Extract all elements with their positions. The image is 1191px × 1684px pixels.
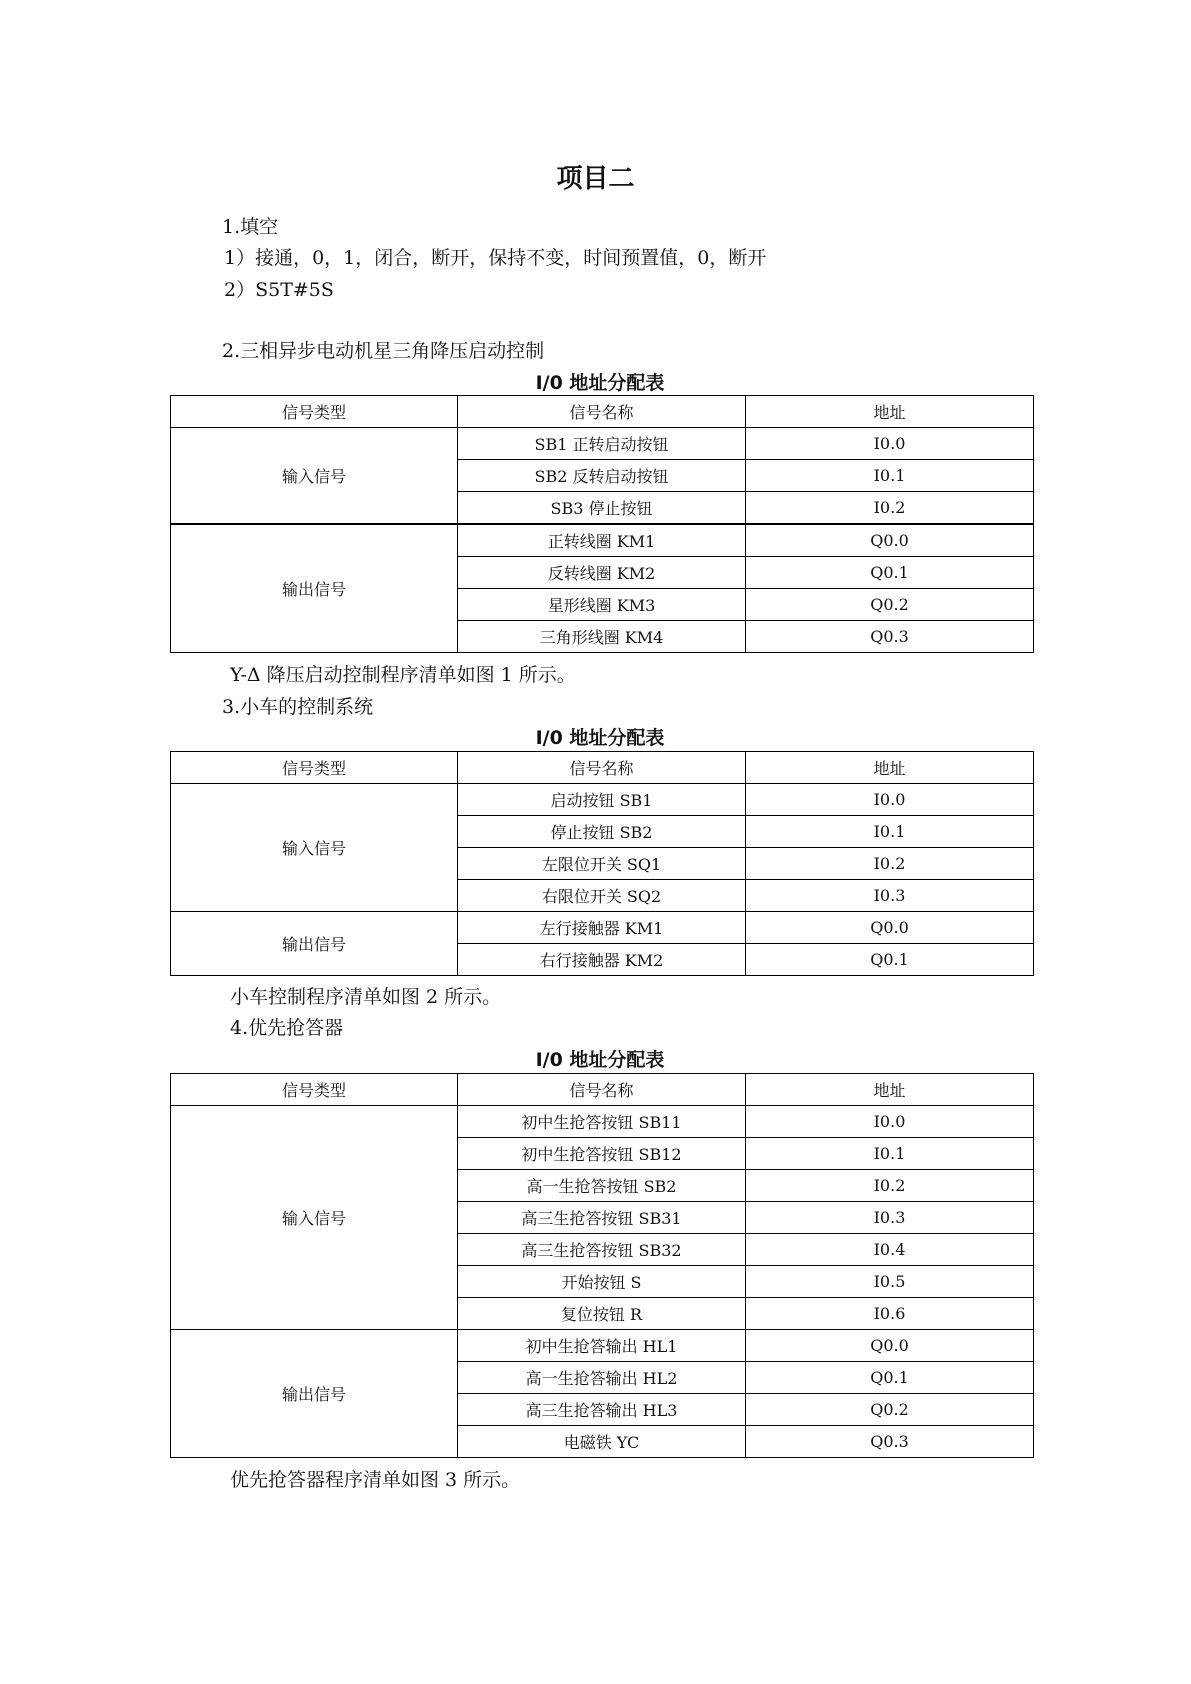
output-signal-group: 输出信号 bbox=[171, 1330, 458, 1458]
signal-name: SB2 反转启动按钮 bbox=[458, 460, 746, 492]
signal-address: I0.2 bbox=[746, 848, 1034, 880]
signal-name: 右行接触器 KM2 bbox=[458, 944, 746, 976]
header-signal-name: 信号名称 bbox=[458, 752, 746, 784]
signal-name: 正转线圈 KM1 bbox=[458, 524, 746, 557]
signal-name: 启动按钮 SB1 bbox=[458, 784, 746, 816]
header-signal-type: 信号类型 bbox=[171, 752, 458, 784]
output-signal-group: 输出信号 bbox=[171, 524, 458, 653]
section3-heading: 3.小车的控制系统 bbox=[222, 696, 374, 718]
section4-table-caption: I/0 地址分配表 bbox=[535, 1049, 665, 1071]
signal-name: 复位按钮 R bbox=[458, 1298, 746, 1330]
signal-name: 左限位开关 SQ1 bbox=[458, 848, 746, 880]
input-signal-group: 输入信号 bbox=[171, 784, 458, 912]
signal-name: 电磁铁 YC bbox=[458, 1426, 746, 1458]
signal-address: Q0.1 bbox=[746, 1362, 1034, 1394]
section1-answer2: 2）S5T#5S bbox=[224, 279, 334, 301]
table-row bbox=[171, 1106, 1034, 1138]
signal-address: Q0.2 bbox=[746, 589, 1034, 621]
signal-name: 反转线圈 KM2 bbox=[458, 557, 746, 589]
header-signal-type: 信号类型 bbox=[171, 396, 458, 428]
output-signal-group: 输出信号 bbox=[171, 912, 458, 976]
signal-name: 高三生抢答输出 HL3 bbox=[458, 1394, 746, 1426]
signal-name: 三角形线圈 KM4 bbox=[458, 621, 746, 653]
section4-heading: 4.优先抢答器 bbox=[230, 1017, 344, 1039]
signal-address: Q0.3 bbox=[746, 1426, 1034, 1458]
signal-name: 高三生抢答按钮 SB32 bbox=[458, 1234, 746, 1266]
page-title: 项目二 bbox=[556, 164, 635, 194]
signal-address: I0.1 bbox=[746, 460, 1034, 492]
signal-name: 初中生抢答按钮 SB12 bbox=[458, 1138, 746, 1170]
signal-address: I0.0 bbox=[746, 428, 1034, 460]
signal-address: I0.2 bbox=[746, 492, 1034, 525]
signal-address: I0.5 bbox=[746, 1266, 1034, 1298]
input-signal-group: 输入信号 bbox=[171, 428, 458, 525]
signal-name: 高一生抢答按钮 SB2 bbox=[458, 1170, 746, 1202]
signal-address: I0.6 bbox=[746, 1298, 1034, 1330]
signal-name: 星形线圈 KM3 bbox=[458, 589, 746, 621]
input-signal-group: 输入信号 bbox=[171, 1106, 458, 1330]
header-signal-type: 信号类型 bbox=[171, 1074, 458, 1106]
section3-note: 小车控制程序清单如图 2 所示。 bbox=[230, 986, 502, 1008]
signal-name: 高三生抢答按钮 SB31 bbox=[458, 1202, 746, 1234]
header-address: 地址 bbox=[746, 752, 1034, 784]
signal-name: 初中生抢答输出 HL1 bbox=[458, 1330, 746, 1362]
signal-address: Q0.2 bbox=[746, 1394, 1034, 1426]
signal-address: I0.1 bbox=[746, 816, 1034, 848]
section2-table-caption: I/0 地址分配表 bbox=[535, 372, 665, 394]
section4-io-table bbox=[170, 1073, 1034, 1458]
signal-address: Q0.0 bbox=[746, 1330, 1034, 1362]
table-row bbox=[171, 784, 1034, 816]
header-address: 地址 bbox=[746, 1074, 1034, 1106]
signal-name: 右限位开关 SQ2 bbox=[458, 880, 746, 912]
table-row bbox=[171, 524, 1034, 557]
signal-name: 初中生抢答按钮 SB11 bbox=[458, 1106, 746, 1138]
signal-address: I0.4 bbox=[746, 1234, 1034, 1266]
section3-io-table bbox=[170, 751, 1034, 976]
header-signal-name: 信号名称 bbox=[458, 396, 746, 428]
signal-address: Q0.3 bbox=[746, 621, 1034, 653]
table-row bbox=[171, 1330, 1034, 1362]
signal-address: I0.3 bbox=[746, 1202, 1034, 1234]
signal-name: 开始按钮 S bbox=[458, 1266, 746, 1298]
section3-table-caption: I/0 地址分配表 bbox=[535, 727, 665, 749]
section1-heading: 1.填空 bbox=[222, 216, 279, 238]
signal-address: I0.0 bbox=[746, 1106, 1034, 1138]
signal-address: I0.1 bbox=[746, 1138, 1034, 1170]
signal-address: I0.0 bbox=[746, 784, 1034, 816]
header-address: 地址 bbox=[746, 396, 1034, 428]
table-row bbox=[171, 912, 1034, 944]
signal-address: Q0.1 bbox=[746, 944, 1034, 976]
section2-heading: 2.三相异步电动机星三角降压启动控制 bbox=[222, 340, 545, 362]
signal-address: I0.2 bbox=[746, 1170, 1034, 1202]
signal-name: 停止按钮 SB2 bbox=[458, 816, 746, 848]
signal-name: SB3 停止按钮 bbox=[458, 492, 746, 525]
header-signal-name: 信号名称 bbox=[458, 1074, 746, 1106]
signal-name: SB1 正转启动按钮 bbox=[458, 428, 746, 460]
signal-address: I0.3 bbox=[746, 880, 1034, 912]
signal-address: Q0.0 bbox=[746, 912, 1034, 944]
section4-note: 优先抢答器程序清单如图 3 所示。 bbox=[230, 1469, 521, 1491]
section1-answer1: 1）接通，0，1，闭合，断开，保持不变，时间预置值，0，断开 bbox=[224, 247, 767, 269]
table-row bbox=[171, 428, 1034, 460]
signal-address: Q0.1 bbox=[746, 557, 1034, 589]
signal-name: 左行接触器 KM1 bbox=[458, 912, 746, 944]
table-header-row bbox=[171, 752, 1034, 784]
table-header-row bbox=[171, 1074, 1034, 1106]
section2-io-table bbox=[170, 395, 1034, 653]
signal-name: 高一生抢答输出 HL2 bbox=[458, 1362, 746, 1394]
section2-note: Y-Δ 降压启动控制程序清单如图 1 所示。 bbox=[230, 664, 576, 686]
table-header-row bbox=[171, 396, 1034, 428]
signal-address: Q0.0 bbox=[746, 524, 1034, 557]
